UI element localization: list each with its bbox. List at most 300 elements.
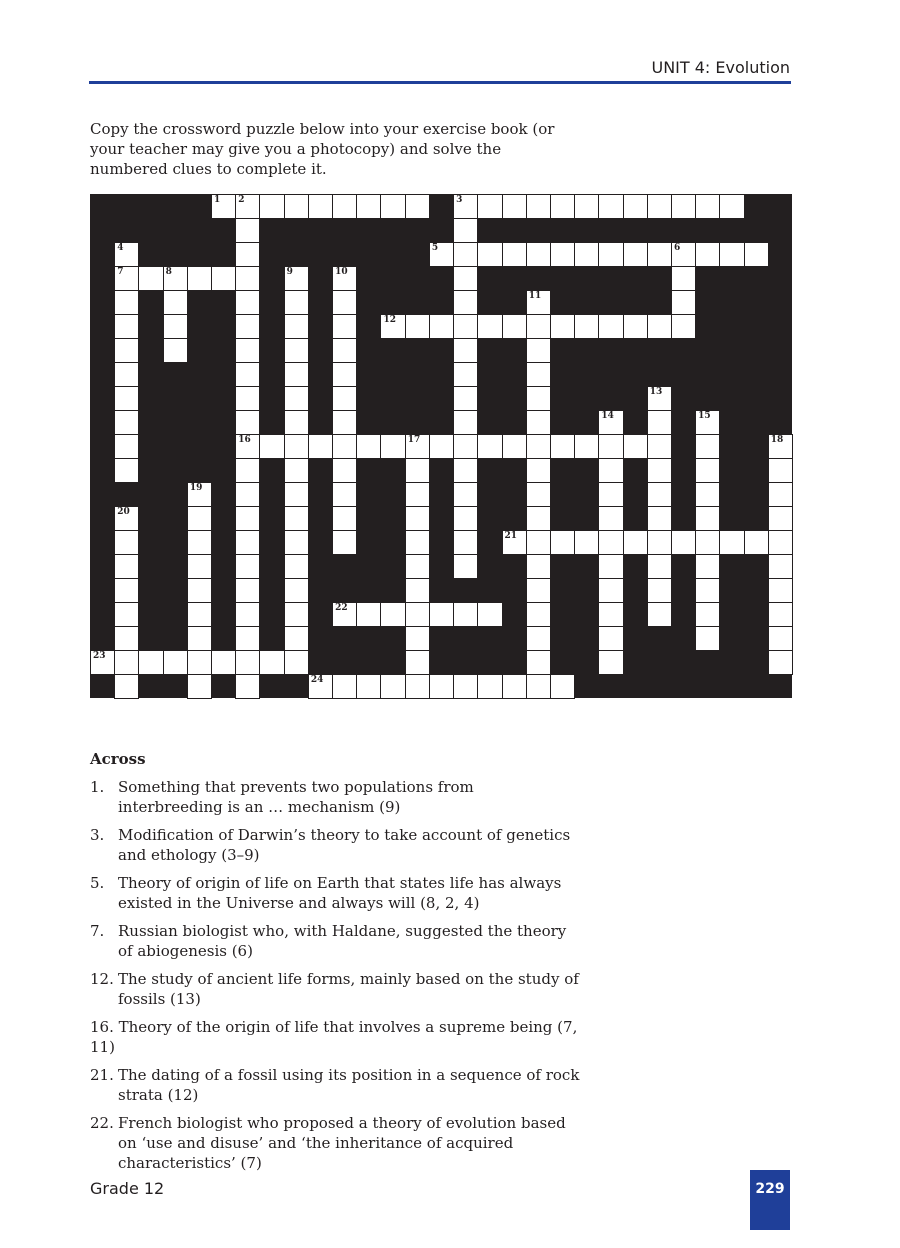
page-number: 229: [755, 1181, 785, 1197]
crossword-cell[interactable]: [308, 194, 333, 219]
crossword-cell[interactable]: [550, 674, 575, 699]
clue-number: 21.: [90, 1066, 114, 1084]
clue-text: French biologist who proposed a theory of evolution based on ‘use and disuse’ and ‘the inheritance of acquired characteristics’ (7): [118, 1114, 566, 1172]
crossword-cell[interactable]: [284, 194, 309, 219]
crossword-cell[interactable]: [623, 194, 648, 219]
crossword-cell[interactable]: [187, 530, 212, 555]
crossword-cell[interactable]: [598, 434, 623, 459]
clue-number-label: 24: [310, 675, 324, 685]
crossword-cell[interactable]: [453, 314, 478, 339]
crossword-cell[interactable]: [502, 530, 527, 555]
clue-number-label: 4: [117, 243, 124, 253]
crossword-cell[interactable]: [598, 506, 623, 531]
crossword-cell[interactable]: [647, 530, 672, 555]
crossword-cell[interactable]: [526, 626, 551, 651]
clue-text: The dating of a fossil using its position in a sequence of rock strata (12): [118, 1066, 580, 1104]
crossword-cell[interactable]: [356, 194, 381, 219]
crossword-cell[interactable]: [598, 554, 623, 579]
clue-number-label: 14: [601, 411, 614, 421]
crossword-cell[interactable]: [502, 434, 527, 459]
crossword-cell[interactable]: [163, 266, 188, 291]
crossword-cell[interactable]: [332, 386, 357, 411]
crossword-cell[interactable]: [235, 458, 260, 483]
crossword-cell[interactable]: [647, 194, 672, 219]
crossword-cell[interactable]: [163, 290, 188, 315]
clue-number-label: 8: [165, 267, 172, 277]
crossword-cell[interactable]: [308, 674, 333, 699]
crossword-cell[interactable]: [235, 266, 260, 291]
clue-number: 22.: [90, 1114, 114, 1132]
clue-item: [90, 777, 580, 817]
crossword-cell[interactable]: [405, 626, 430, 651]
crossword-cell[interactable]: [671, 290, 696, 315]
crossword-cell[interactable]: [114, 362, 139, 387]
clue-text: Something that prevents two populations from interbreeding is an … mechanism (9): [118, 778, 474, 816]
crossword-cell[interactable]: [429, 602, 454, 627]
crossword-cell[interactable]: [187, 578, 212, 603]
crossword-cell[interactable]: [477, 602, 502, 627]
crossword-cell[interactable]: [598, 458, 623, 483]
crossword-cell[interactable]: [695, 458, 720, 483]
crossword-cell[interactable]: [284, 602, 309, 627]
crossword-cell[interactable]: [114, 650, 139, 675]
crossword-cell[interactable]: [526, 602, 551, 627]
crossword-cell[interactable]: [526, 410, 551, 435]
crossword-cell[interactable]: [284, 362, 309, 387]
crossword-cell[interactable]: [623, 434, 648, 459]
crossword-cell[interactable]: [453, 434, 478, 459]
crossword-cell[interactable]: [768, 458, 793, 483]
crossword-cell[interactable]: [477, 434, 502, 459]
crossword-cell[interactable]: [598, 242, 623, 267]
crossword-cell[interactable]: [550, 530, 575, 555]
clue-number: 5.: [90, 874, 105, 892]
crossword-cell[interactable]: [235, 482, 260, 507]
crossword-cell[interactable]: [453, 266, 478, 291]
crossword-cell[interactable]: [768, 650, 793, 675]
crossword-cell[interactable]: [235, 386, 260, 411]
crossword-cell[interactable]: [526, 434, 551, 459]
crossword-cell[interactable]: [526, 458, 551, 483]
crossword-cell[interactable]: [574, 314, 599, 339]
crossword-cell[interactable]: [719, 242, 744, 267]
crossword-cell[interactable]: [695, 194, 720, 219]
clue-number-label: 17: [407, 435, 421, 445]
crossword-cell[interactable]: [598, 578, 623, 603]
crossword-cell[interactable]: [163, 314, 188, 339]
crossword-cell[interactable]: [211, 266, 236, 291]
crossword-cell[interactable]: [744, 530, 769, 555]
crossword-cell[interactable]: [453, 482, 478, 507]
crossword-cell[interactable]: [453, 218, 478, 243]
crossword-cell[interactable]: [332, 362, 357, 387]
crossword-cell[interactable]: [114, 410, 139, 435]
crossword-cell[interactable]: [380, 602, 405, 627]
crossword-cell[interactable]: [526, 194, 551, 219]
crossword-cell[interactable]: [235, 530, 260, 555]
clue-number-label: 11: [528, 291, 542, 301]
crossword-cell[interactable]: [235, 410, 260, 435]
crossword-cell[interactable]: [114, 434, 139, 459]
clue-number-label: 23: [93, 651, 106, 661]
crossword-cell[interactable]: [744, 242, 769, 267]
crossword-cell[interactable]: [284, 506, 309, 531]
crossword-cell[interactable]: [235, 602, 260, 627]
crossword-cell[interactable]: [647, 242, 672, 267]
crossword-cell[interactable]: [647, 578, 672, 603]
crossword-cell[interactable]: [768, 602, 793, 627]
clue-number: 12.: [90, 970, 114, 988]
crossword-cell[interactable]: [526, 554, 551, 579]
crossword-cell[interactable]: [719, 194, 744, 219]
crossword-cell[interactable]: [284, 410, 309, 435]
crossword-cell[interactable]: [187, 626, 212, 651]
crossword-cell[interactable]: [405, 554, 430, 579]
crossword-cell[interactable]: [332, 458, 357, 483]
crossword-cell[interactable]: [259, 194, 284, 219]
crossword-cell[interactable]: [114, 386, 139, 411]
crossword-cell[interactable]: [405, 194, 430, 219]
crossword-cell[interactable]: [671, 242, 696, 267]
crossword-cell[interactable]: [284, 530, 309, 555]
crossword-cell[interactable]: [332, 674, 357, 699]
clue-number-label: 15: [698, 411, 711, 421]
crossword-cell[interactable]: [356, 434, 381, 459]
crossword-cell[interactable]: [453, 242, 478, 267]
crossword-cell[interactable]: [695, 530, 720, 555]
clue-number-label: 12: [383, 315, 396, 325]
crossword-cell[interactable]: [695, 554, 720, 579]
crossword-cell[interactable]: [114, 602, 139, 627]
crossword-cell[interactable]: [284, 482, 309, 507]
crossword-grid: [90, 194, 792, 698]
crossword-cell[interactable]: [695, 482, 720, 507]
crossword-cell[interactable]: [477, 194, 502, 219]
crossword-cell[interactable]: [405, 506, 430, 531]
crossword-cell[interactable]: [526, 578, 551, 603]
crossword-cell[interactable]: [550, 194, 575, 219]
crossword-cell[interactable]: [114, 458, 139, 483]
crossword-cell[interactable]: [550, 314, 575, 339]
crossword-cell[interactable]: [259, 434, 284, 459]
crossword-cell[interactable]: [695, 626, 720, 651]
crossword-cell[interactable]: [235, 290, 260, 315]
crossword-cell[interactable]: [477, 674, 502, 699]
crossword-cell[interactable]: [526, 674, 551, 699]
crossword-cell[interactable]: [647, 386, 672, 411]
clue-number-label: 22: [335, 603, 348, 613]
clue-number-label: 7: [117, 267, 124, 277]
intro-text: Copy the crossword puzzle below into your exercise book (or your teacher may give you a photocopy) and solve the numbered clues to complete it.: [90, 120, 555, 178]
clue-number-label: 1: [214, 195, 221, 205]
clue-number-label: 16: [238, 435, 251, 445]
crossword-cell[interactable]: [356, 602, 381, 627]
crossword-cell[interactable]: [235, 338, 260, 363]
crossword-cell[interactable]: [380, 674, 405, 699]
crossword-cell[interactable]: [768, 506, 793, 531]
crossword-cell[interactable]: [598, 602, 623, 627]
crossword-cell[interactable]: [114, 530, 139, 555]
crossword-cell[interactable]: [114, 242, 139, 267]
crossword-cell[interactable]: [284, 554, 309, 579]
crossword-cell[interactable]: [284, 578, 309, 603]
clue-number-label: 19: [189, 483, 203, 493]
crossword-cell[interactable]: [429, 674, 454, 699]
crossword-cell[interactable]: [405, 674, 430, 699]
crossword-cell[interactable]: [768, 554, 793, 579]
crossword-cell[interactable]: [114, 314, 139, 339]
crossword-cell[interactable]: [671, 194, 696, 219]
clue-number-label: 9: [286, 267, 293, 277]
clue-number-label: 5: [431, 243, 439, 253]
clue-item: [90, 969, 580, 1009]
crossword-cell[interactable]: [477, 242, 502, 267]
crossword-cell[interactable]: [332, 290, 357, 315]
crossword-cell[interactable]: [526, 314, 551, 339]
crossword-cell[interactable]: [598, 482, 623, 507]
crossword-cell[interactable]: [405, 650, 430, 675]
crossword-cell[interactable]: [380, 314, 405, 339]
crossword-cell[interactable]: [429, 242, 454, 267]
crossword-cell[interactable]: [429, 314, 454, 339]
crossword-cell[interactable]: [574, 530, 599, 555]
crossword-cell[interactable]: [526, 482, 551, 507]
crossword-cell[interactable]: [332, 602, 357, 627]
crossword-cell[interactable]: [453, 506, 478, 531]
crossword-cell[interactable]: [623, 242, 648, 267]
crossword-cell[interactable]: [405, 602, 430, 627]
crossword-cell[interactable]: [453, 458, 478, 483]
crossword-cell[interactable]: [574, 194, 599, 219]
crossword-cell[interactable]: [598, 650, 623, 675]
clue-item: [90, 1113, 580, 1173]
clue-number-label: 10: [335, 267, 348, 277]
crossword-cell[interactable]: [623, 314, 648, 339]
clue-number-label: 20: [117, 507, 130, 517]
crossword-cell[interactable]: [477, 314, 502, 339]
crossword-cell[interactable]: [453, 362, 478, 387]
crossword-cell[interactable]: [187, 650, 212, 675]
crossword-cell[interactable]: [647, 506, 672, 531]
crossword-cell[interactable]: [308, 434, 333, 459]
crossword-cell[interactable]: [284, 650, 309, 675]
crossword-cell[interactable]: [405, 578, 430, 603]
footer-grade: Grade 12: [90, 1179, 165, 1198]
crossword-cell[interactable]: [502, 674, 527, 699]
crossword-cell[interactable]: [647, 602, 672, 627]
crossword-cell[interactable]: [550, 242, 575, 267]
crossword-cell[interactable]: [332, 482, 357, 507]
crossword-cell[interactable]: [598, 194, 623, 219]
crossword-cell[interactable]: [598, 410, 623, 435]
crossword-cell[interactable]: [380, 194, 405, 219]
crossword-cell[interactable]: [647, 482, 672, 507]
crossword-cell[interactable]: [235, 506, 260, 531]
crossword-cell[interactable]: [187, 266, 212, 291]
crossword-cell[interactable]: [526, 650, 551, 675]
crossword-cell[interactable]: [526, 386, 551, 411]
crossword-cell[interactable]: [502, 194, 527, 219]
crossword-cell[interactable]: [453, 386, 478, 411]
crossword-cell[interactable]: [453, 290, 478, 315]
clue-number-label: 3: [456, 195, 463, 205]
crossword-cell[interactable]: [138, 650, 163, 675]
crossword-cell[interactable]: [138, 266, 163, 291]
crossword-cell[interactable]: [695, 578, 720, 603]
crossword-cell[interactable]: [405, 458, 430, 483]
crossword-cell[interactable]: [453, 410, 478, 435]
crossword-cell[interactable]: [187, 674, 212, 699]
crossword-cell[interactable]: [526, 530, 551, 555]
crossword-cell[interactable]: [235, 554, 260, 579]
clue-text: Theory of the origin of life that involves a supreme being (7, 11): [90, 1018, 578, 1056]
crossword-cell[interactable]: [163, 338, 188, 363]
crossword-cell[interactable]: [235, 674, 260, 699]
crossword-cell[interactable]: [114, 338, 139, 363]
crossword-cell[interactable]: [768, 434, 793, 459]
crossword-cell[interactable]: [332, 530, 357, 555]
clue-number-label: 2: [238, 195, 245, 205]
crossword-cell[interactable]: [574, 434, 599, 459]
clue-number-label: 6: [673, 243, 681, 253]
crossword-cell[interactable]: [163, 650, 188, 675]
crossword-cell[interactable]: [768, 578, 793, 603]
crossword-cell[interactable]: [114, 674, 139, 699]
crossword-cell[interactable]: [695, 410, 720, 435]
crossword-cell[interactable]: [405, 434, 430, 459]
crossword-cell[interactable]: [114, 578, 139, 603]
crossword-cell[interactable]: [695, 242, 720, 267]
clue-item: [90, 1017, 580, 1057]
crossword-cell[interactable]: [332, 266, 357, 291]
crossword-cell[interactable]: [187, 554, 212, 579]
crossword-cell[interactable]: [90, 650, 115, 675]
crossword-cell[interactable]: [768, 530, 793, 555]
crossword-cell[interactable]: [235, 314, 260, 339]
crossword-cell[interactable]: [574, 242, 599, 267]
across-heading: Across: [90, 750, 146, 768]
crossword-cell[interactable]: [405, 482, 430, 507]
crossword-cell[interactable]: [211, 650, 236, 675]
crossword-cell[interactable]: [235, 194, 260, 219]
crossword-cell[interactable]: [647, 434, 672, 459]
crossword-cell[interactable]: [235, 218, 260, 243]
crossword-cell[interactable]: [284, 434, 309, 459]
crossword-cell[interactable]: [259, 650, 284, 675]
crossword-cell[interactable]: [598, 530, 623, 555]
crossword-cell[interactable]: [235, 650, 260, 675]
crossword-cell[interactable]: [114, 290, 139, 315]
crossword-cell[interactable]: [332, 314, 357, 339]
crossword-cell[interactable]: [768, 626, 793, 651]
crossword-cell[interactable]: [550, 434, 575, 459]
crossword-cell[interactable]: [695, 506, 720, 531]
crossword-cell[interactable]: [187, 482, 212, 507]
crossword-cell[interactable]: [526, 362, 551, 387]
crossword-cell[interactable]: [598, 314, 623, 339]
crossword-cell[interactable]: [235, 578, 260, 603]
crossword-cell[interactable]: [235, 626, 260, 651]
crossword-cell[interactable]: [284, 266, 309, 291]
crossword-cell[interactable]: [647, 314, 672, 339]
crossword-cell[interactable]: [526, 290, 551, 315]
clue-item: [90, 1065, 580, 1105]
crossword-cell[interactable]: [647, 554, 672, 579]
crossword-cell[interactable]: [284, 626, 309, 651]
crossword-cell[interactable]: [502, 314, 527, 339]
crossword-cell[interactable]: [284, 458, 309, 483]
clue-text: Russian biologist who, with Haldane, suggested the theory of abiogenesis (6): [118, 922, 567, 960]
crossword-cell[interactable]: [332, 410, 357, 435]
crossword-cell[interactable]: [332, 194, 357, 219]
crossword-cell[interactable]: [380, 434, 405, 459]
crossword-cell[interactable]: [526, 338, 551, 363]
crossword-cell[interactable]: [719, 530, 744, 555]
crossword-cell[interactable]: [284, 386, 309, 411]
page-number-box: [750, 1170, 790, 1230]
crossword-cell[interactable]: [453, 530, 478, 555]
crossword-cell[interactable]: [114, 266, 139, 291]
crossword-cell[interactable]: [235, 362, 260, 387]
crossword-cell[interactable]: [598, 626, 623, 651]
clue-item: [90, 873, 580, 913]
crossword-cell[interactable]: [114, 506, 139, 531]
crossword-cell[interactable]: [453, 554, 478, 579]
crossword-cell[interactable]: [647, 458, 672, 483]
crossword-cell[interactable]: [647, 410, 672, 435]
crossword-cell[interactable]: [284, 290, 309, 315]
crossword-cell[interactable]: [211, 194, 236, 219]
clue-number-label: 13: [649, 387, 663, 397]
crossword-cell[interactable]: [526, 242, 551, 267]
clues-section: [90, 749, 580, 1181]
clue-number: 3.: [90, 826, 105, 844]
clue-number: 16.: [90, 1018, 114, 1036]
crossword-cell[interactable]: [453, 338, 478, 363]
clue-item: [90, 921, 580, 961]
crossword-cell[interactable]: [502, 242, 527, 267]
crossword-cell[interactable]: [429, 434, 454, 459]
crossword-cell[interactable]: [671, 314, 696, 339]
crossword-cell[interactable]: [356, 674, 381, 699]
crossword-cell[interactable]: [671, 266, 696, 291]
crossword-cell[interactable]: [332, 506, 357, 531]
crossword-cell[interactable]: [453, 674, 478, 699]
crossword-cell[interactable]: [235, 434, 260, 459]
crossword-cell[interactable]: [695, 602, 720, 627]
crossword-cell[interactable]: [284, 338, 309, 363]
header-rule: [89, 81, 791, 84]
crossword-cell[interactable]: [187, 506, 212, 531]
crossword-cell[interactable]: [623, 530, 648, 555]
crossword-cell[interactable]: [526, 506, 551, 531]
crossword-cell[interactable]: [405, 314, 430, 339]
crossword-cell[interactable]: [453, 602, 478, 627]
crossword-cell[interactable]: [671, 530, 696, 555]
crossword-cell[interactable]: [114, 626, 139, 651]
crossword-cell[interactable]: [695, 434, 720, 459]
crossword-cell[interactable]: [332, 338, 357, 363]
crossword-cell[interactable]: [114, 554, 139, 579]
crossword-cell[interactable]: [768, 482, 793, 507]
crossword-cell[interactable]: [235, 242, 260, 267]
crossword-cell[interactable]: [187, 602, 212, 627]
crossword-cell[interactable]: [332, 434, 357, 459]
crossword-cell[interactable]: [405, 530, 430, 555]
header-title: UNIT 4: Evolution: [651, 58, 790, 77]
crossword-cell[interactable]: [284, 314, 309, 339]
crossword-cell[interactable]: [453, 194, 478, 219]
